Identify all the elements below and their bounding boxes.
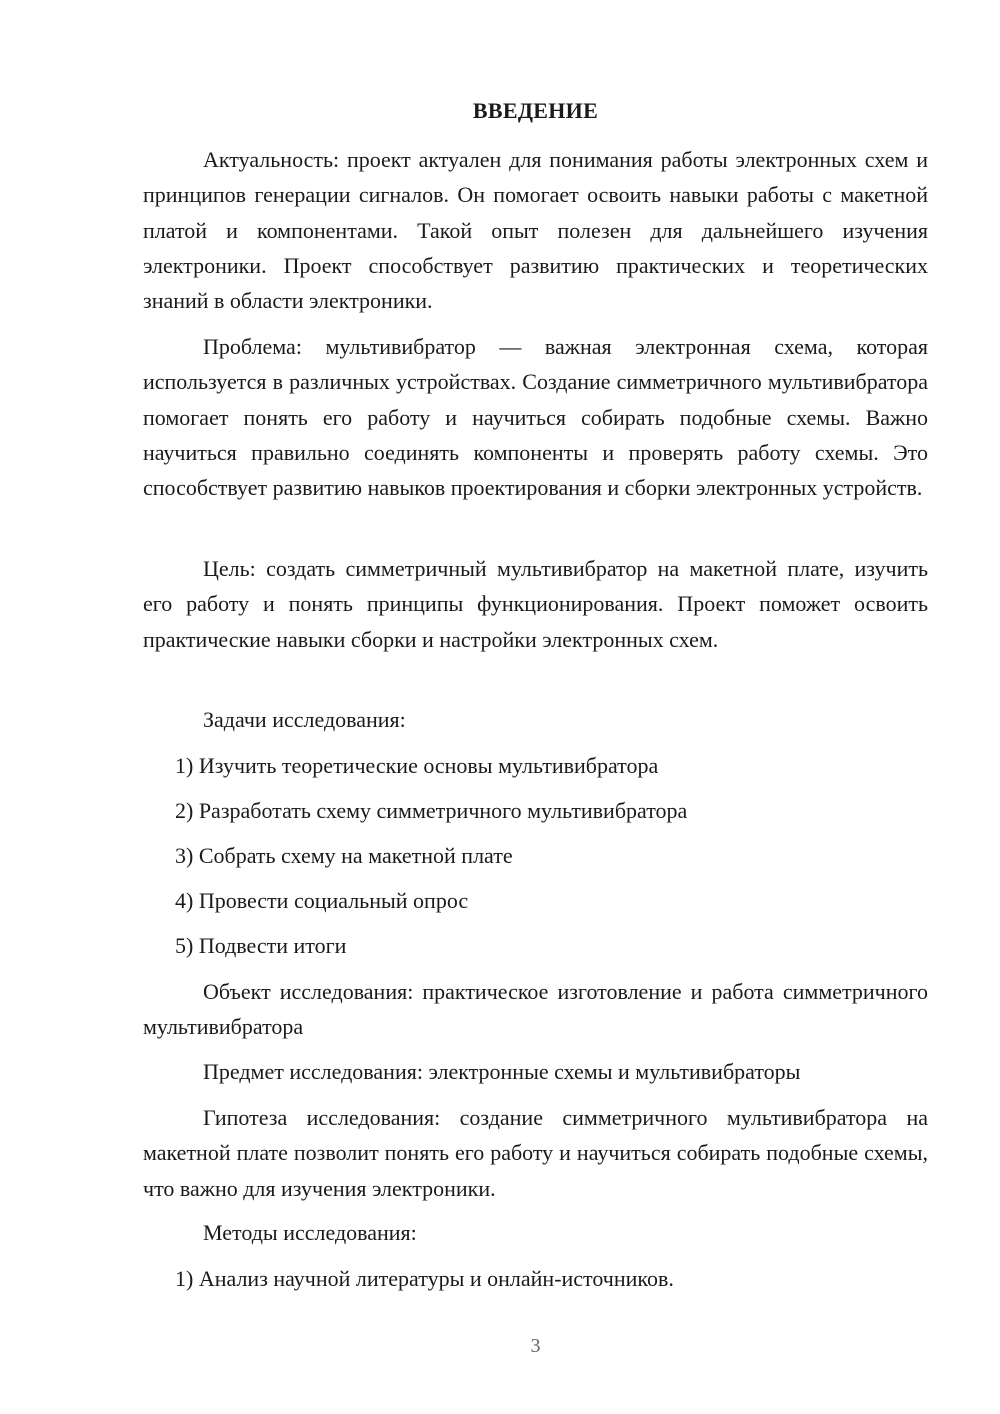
goal-paragraph: Цель: создать симметричный мультивибратор на макетной плате, изучить его работу и понять принципы функционирования. Проект поможет освоить практические навыки сборки и настройки электронных схем. bbox=[143, 556, 928, 652]
task-item: 5) Подвести итоги bbox=[175, 933, 347, 958]
section-title: ВВЕДЕНИЕ bbox=[472, 98, 599, 123]
method-item: 1) Анализ научной литературы и онлайн-источников. bbox=[175, 1266, 674, 1291]
task-item: 2) Разработать схему симметричного мультивибратора bbox=[175, 798, 688, 823]
task-item: 4) Провести социальный опрос bbox=[175, 888, 469, 913]
relevance-paragraph: Актуальность: проект актуален для понимания работы электронных схем и принципов генерации сигналов. Он помогает освоить навыки работы с макетной платой и компонентами. Такой опыт полезен для дальнейшего изучения электроники. Проект способствует развитию практических и теоретических знаний в области электроники. bbox=[143, 147, 928, 314]
task-item: 3) Собрать схему на макетной плате bbox=[175, 843, 513, 868]
task-item: 1) Изучить теоретические основы мультивибратора bbox=[175, 753, 659, 778]
tasks-heading: Задачи исследования: bbox=[203, 707, 406, 732]
methods-heading: Методы исследования: bbox=[203, 1220, 417, 1245]
object-paragraph: Объект исследования: практическое изготовление и работа симметричного мультивибратора bbox=[143, 979, 928, 1040]
page-number: 3 bbox=[530, 1335, 541, 1357]
subject-line: Предмет исследования: электронные схемы и мультивибраторы bbox=[203, 1059, 801, 1084]
document-page bbox=[143, 0, 928, 1414]
hypothesis-paragraph: Гипотеза исследования: создание симметричного мультивибратора на макетной плате позволит понять его работу и научиться собирать подобные схемы, что важно для изучения электроники. bbox=[143, 1105, 928, 1201]
problem-paragraph: Проблема: мультивибратор — важная электронная схема, которая используется в различных устройствах. Создание симметричного мультивибратора помогает понять его работу и научиться собирать подобные схемы. Важно научиться правильно соединять компоненты и проверять работу схемы. Это способствует развитию навыков проектирования и сборки электронных устройств. bbox=[143, 334, 928, 501]
